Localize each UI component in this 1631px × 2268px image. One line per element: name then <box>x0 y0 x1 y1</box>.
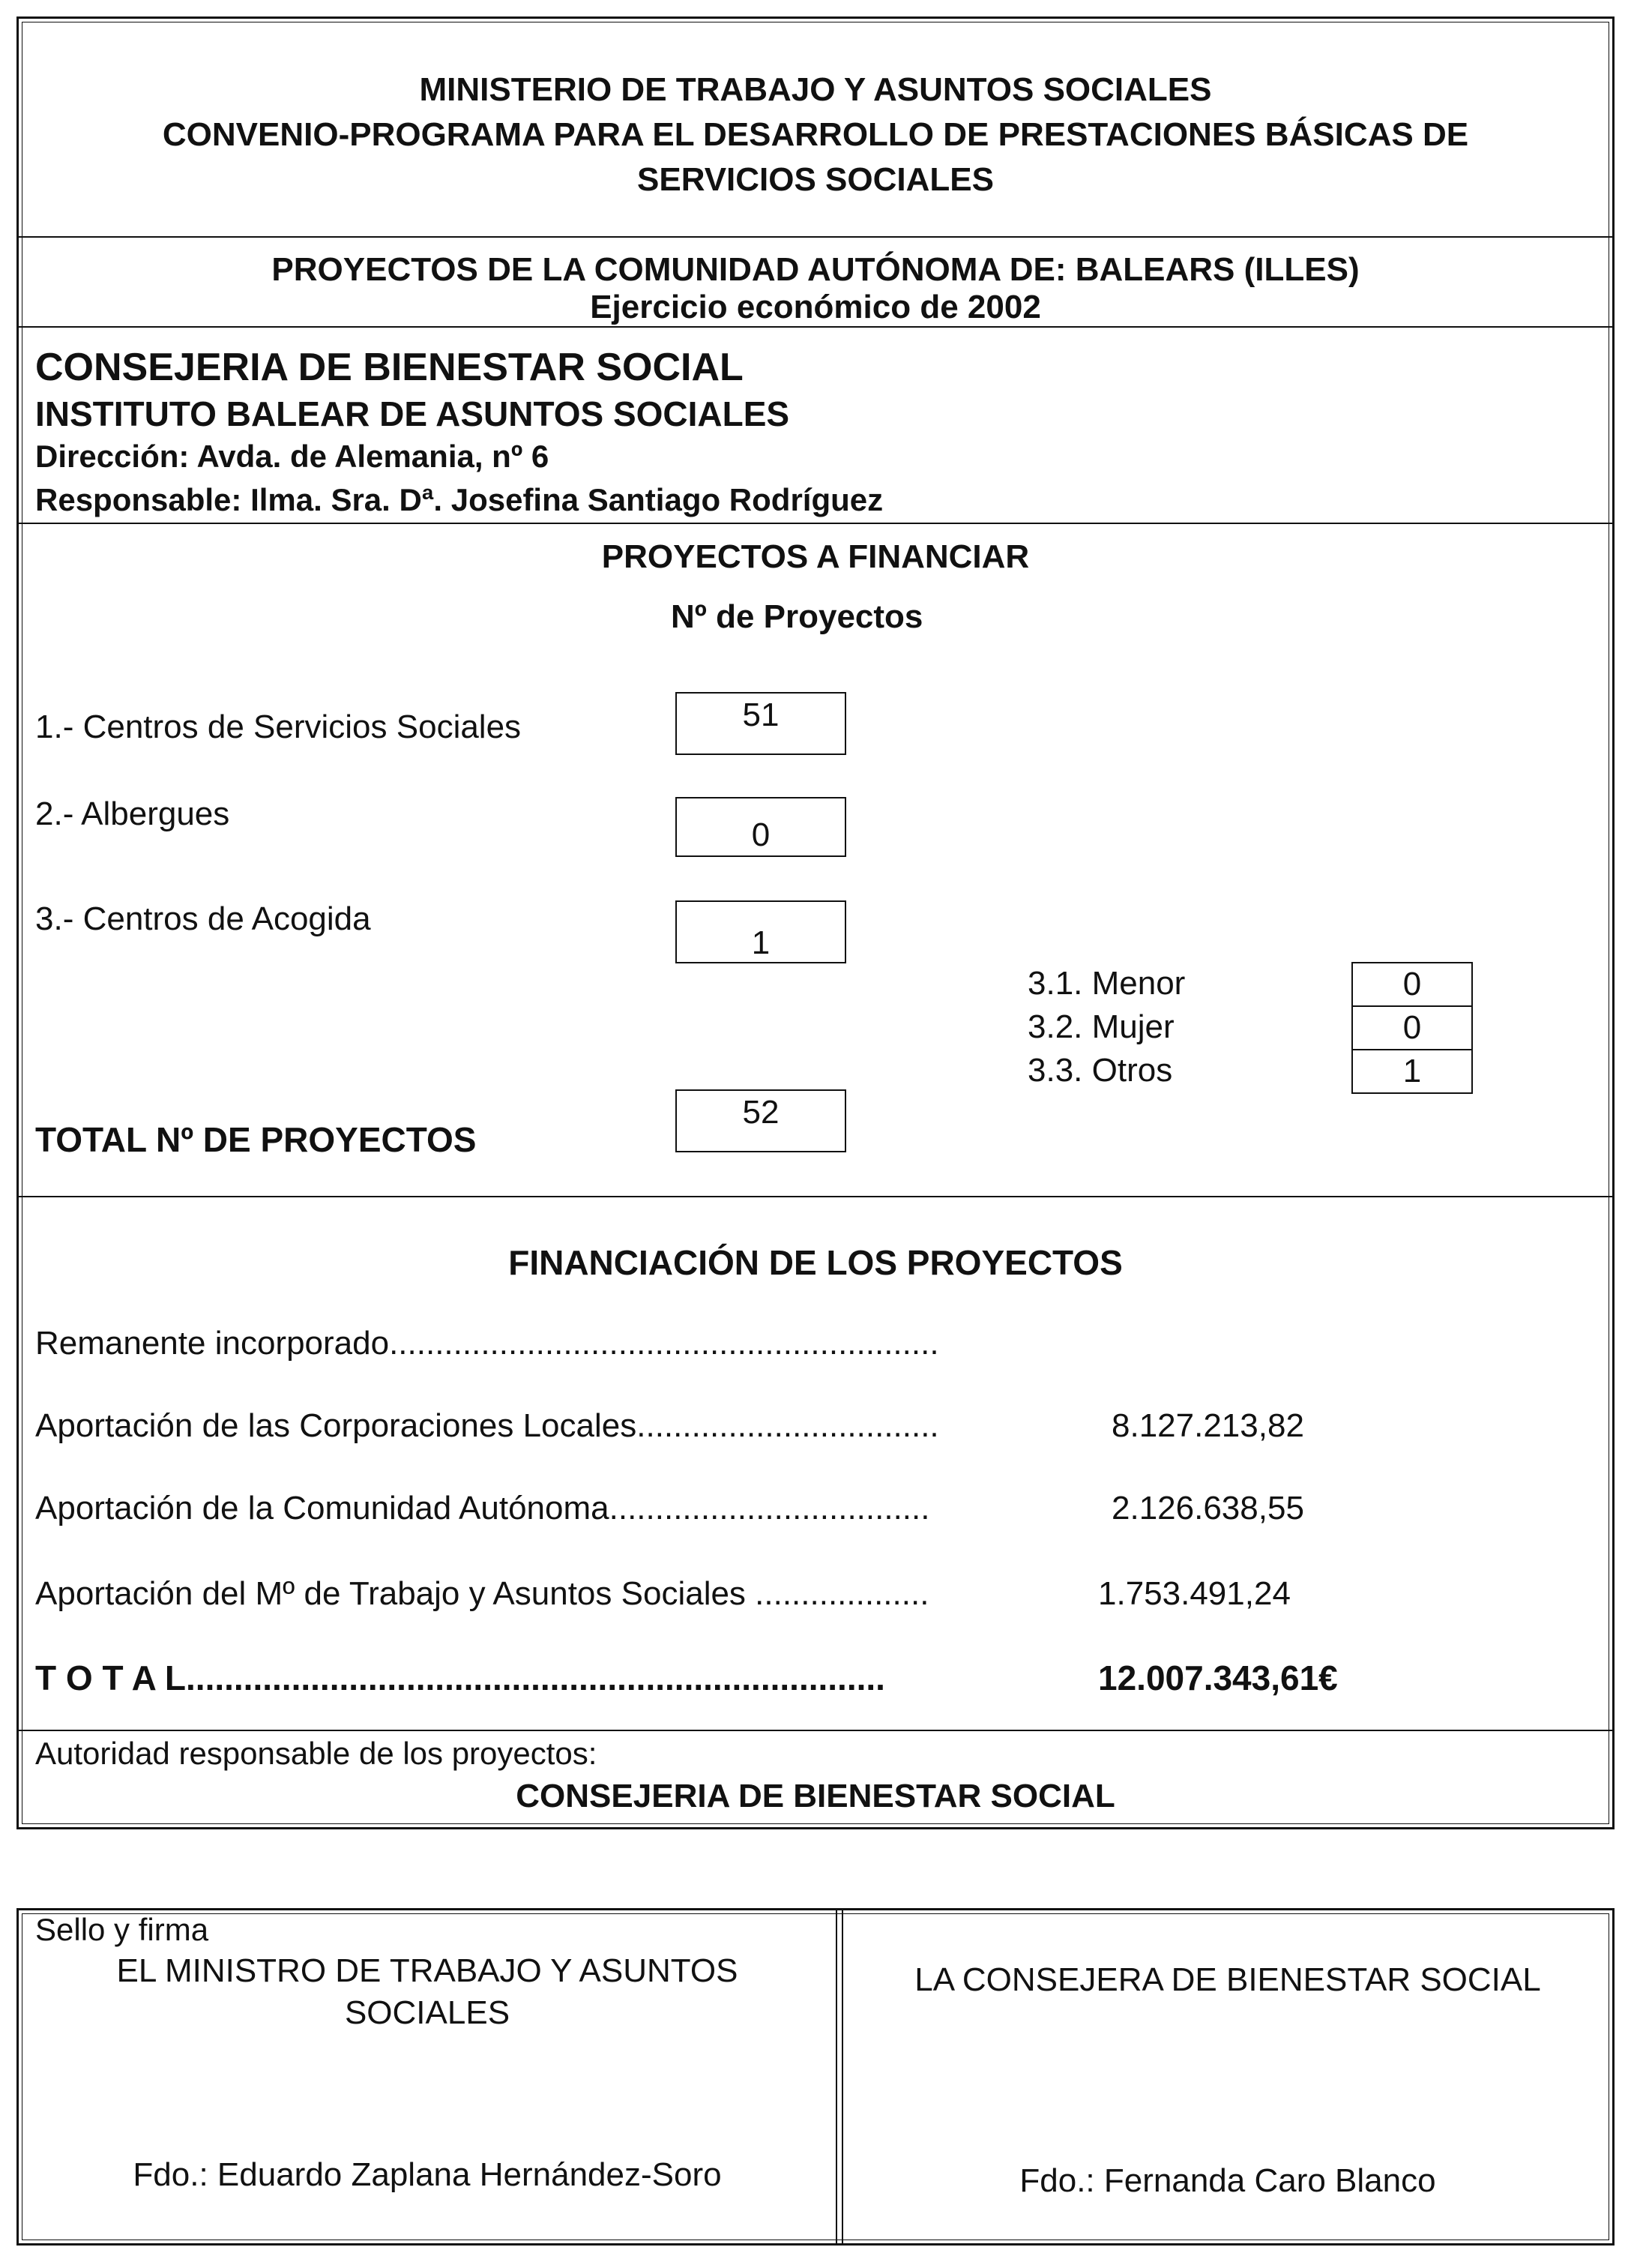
financing-total-label: T O T A L......................................................................... <box>35 1658 885 1697</box>
financing-label-comunidad: Aportación de la Comunidad Autónoma................................... <box>35 1490 930 1526</box>
project-label-acogida: 3.- Centros de Acogida <box>35 900 371 937</box>
authority-name: CONSEJERIA DE BIENESTAR SOCIAL <box>516 1778 1115 1814</box>
divider <box>19 1196 1612 1197</box>
project-count-centros: 51 <box>675 692 846 755</box>
program-title-line2: SERVICIOS SOCIALES <box>637 161 994 198</box>
financing-value-comunidad: 2.126.638,55 <box>1112 1490 1304 1526</box>
responsible: Responsable: Ilma. Sra. Dª. Josefina Santiago Rodríguez <box>35 482 884 517</box>
consejera-signature: Fdo.: Fernanda Caro Blanco <box>1019 2162 1436 2199</box>
divider <box>19 523 1612 524</box>
financing-total-value: 12.007.343,61€ <box>1098 1658 1338 1697</box>
project-label-albergues: 2.- Albergues <box>35 795 230 832</box>
divider <box>19 1730 1612 1731</box>
financing-label-corporaciones: Aportación de las Corporaciones Locales................................. <box>35 1407 939 1444</box>
address: Dirección: Avda. de Alemania, nº 6 <box>35 439 549 474</box>
total-projects-value: 52 <box>675 1089 846 1152</box>
program-title-line1: CONVENIO-PROGRAMA PARA EL DESARROLLO DE PRESTACIONES BÁSICAS DE <box>162 116 1469 153</box>
authority-label: Autoridad responsable de los proyectos: <box>35 1736 597 1771</box>
subitem-count-menor: 0 <box>1351 962 1473 1007</box>
signature-divider <box>836 1910 843 2243</box>
financing-value-ministerio: 1.753.491,24 <box>1098 1575 1291 1612</box>
financing-label-ministerio: Aportación del Mº de Trabajo y Asuntos Sociales ................... <box>35 1575 929 1612</box>
projects-count-header: Nº de Proyectos <box>671 598 923 635</box>
divider <box>19 326 1612 328</box>
main-form <box>16 16 1615 1829</box>
subitem-count-otros: 1 <box>1351 1049 1473 1094</box>
financing-title: FINANCIACIÓN DE LOS PROYECTOS <box>508 1243 1123 1282</box>
financing-label-remanente: Remanente incorporado............................................................ <box>35 1325 939 1362</box>
divider <box>19 236 1612 238</box>
project-count-acogida: 1 <box>675 900 846 963</box>
minister-title-line2: SOCIALES <box>344 1994 510 2031</box>
subitem-label-otros: 3.3. Otros <box>1028 1052 1173 1089</box>
financing-value-corporaciones: 8.127.213,82 <box>1112 1407 1304 1444</box>
consejeria-name: CONSEJERIA DE BIENESTAR SOCIAL <box>35 346 744 389</box>
ministry-title: MINISTERIO DE TRABAJO Y ASUNTOS SOCIALES <box>419 71 1212 108</box>
subitem-label-menor: 3.1. Menor <box>1028 965 1186 1002</box>
minister-title-line1: EL MINISTRO DE TRABAJO Y ASUNTOS <box>116 1952 738 1989</box>
signature-table <box>16 1908 1615 2246</box>
consejera-title: LA CONSEJERA DE BIENESTAR SOCIAL <box>914 1961 1541 1998</box>
total-projects-label: TOTAL Nº DE PROYECTOS <box>35 1120 477 1159</box>
instituto-name: INSTITUTO BALEAR DE ASUNTOS SOCIALES <box>35 394 790 433</box>
minister-signature: Fdo.: Eduardo Zaplana Hernández-Soro <box>133 2156 722 2193</box>
community-title: PROYECTOS DE LA COMUNIDAD AUTÓNOMA DE: BALEARS (ILLES) <box>271 251 1360 288</box>
subitem-count-mujer: 0 <box>1351 1005 1473 1050</box>
project-label-centros: 1.- Centros de Servicios Sociales <box>35 709 522 745</box>
fiscal-year: Ejercicio económico de 2002 <box>590 289 1041 325</box>
projects-title: PROYECTOS A FINANCIAR <box>601 538 1030 575</box>
subitem-label-mujer: 3.2. Mujer <box>1028 1008 1175 1045</box>
seal-caption: Sello y firma <box>35 1912 209 1947</box>
project-count-albergues: 0 <box>675 797 846 857</box>
